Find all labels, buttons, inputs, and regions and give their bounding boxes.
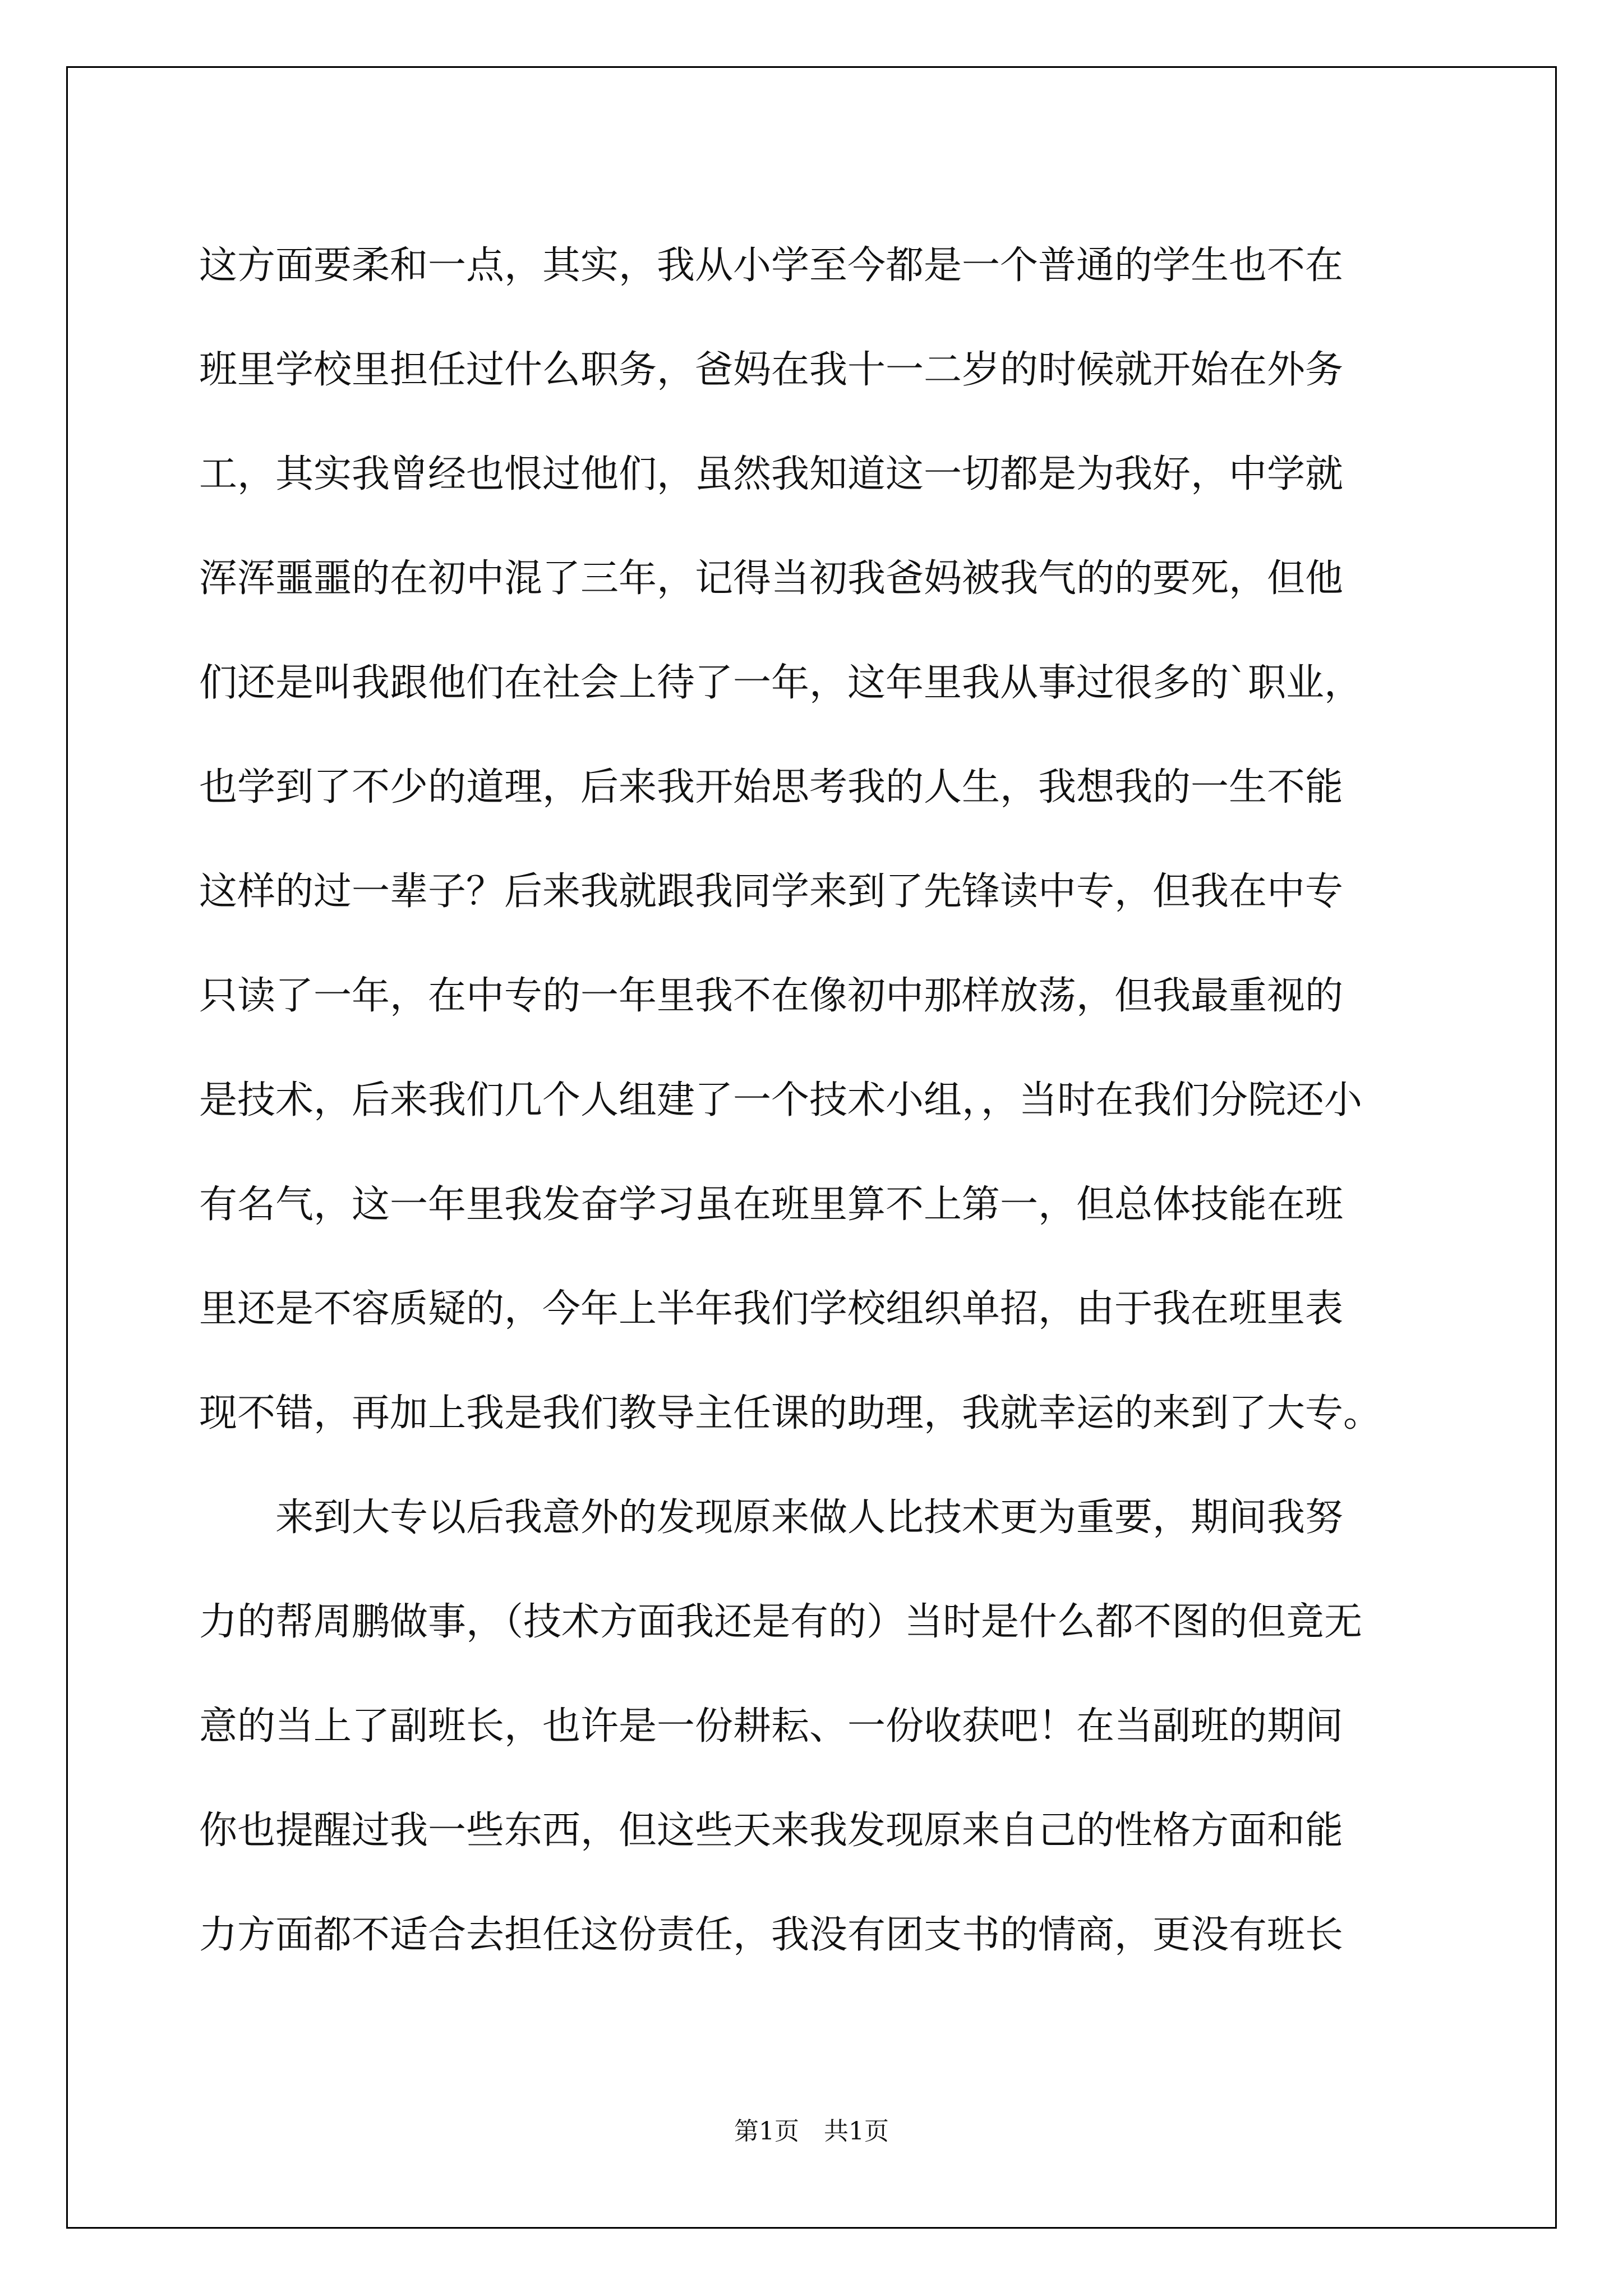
text-line: 力方面都不适合去担任这份责任，我没有团支书的情商，更没有班长 <box>199 1913 1344 1957</box>
text-line: 工，其实我曾经也恨过他们，虽然我知道这一切都是为我好，中学就 <box>199 452 1344 496</box>
text-line: 里还是不容质疑的，今年上半年我们学校组织单招，由于我在班里表 <box>199 1287 1344 1331</box>
page-total: 共1页 <box>824 2117 889 2146</box>
page-footer <box>0 2115 1623 2148</box>
text-line: 只读了一年，在中专的一年里我不在像初中那样放荡，但我最重视的 <box>199 974 1344 1018</box>
text-line: 这样的过一辈子？后来我就跟我同学来到了先锋读中专，但我在中专 <box>199 869 1344 914</box>
text-line: 有名气，这一年里我发奋学习虽在班里算不上第一，但总体技能在班 <box>199 1182 1344 1227</box>
text-line: 班里学校里担任过什么职务，爸妈在我十一二岁的时候就开始在外务 <box>199 348 1344 392</box>
paragraph-start-line: 来到大专以后我意外的发现原来做人比技术更为重要，期间我努 <box>275 1496 1344 1540</box>
text-line: 现不错，再加上我是我们教导主任课的助理，我就幸运的来到了大专。 <box>199 1391 1382 1435</box>
page-number: 第1页 <box>734 2117 799 2146</box>
text-line: 是技术，后来我们几个人组建了一个技术小组，，当时在我们分院还小 <box>199 1078 1363 1122</box>
text-line: 们还是叫我跟他们在社会上待了一年，这年里我从事过很多的`职业， <box>199 661 1363 705</box>
text-line: 力的帮周鹏做事，（技术方面我还是有的）当时是什么都不图的但竟无 <box>199 1600 1363 1644</box>
document-body <box>199 214 1422 1987</box>
text-line: 浑浑噩噩的在初中混了三年，记得当初我爸妈被我气的的要死，但他 <box>199 556 1344 601</box>
text-line: 也学到了不少的道理，后来我开始思考我的人生，我想我的一生不能 <box>199 765 1344 809</box>
text-line: 这方面要柔和一点，其实，我从小学至今都是一个普通的学生也不在 <box>199 243 1344 288</box>
text-line: 意的当上了副班长，也许是一份耕耘、一份收获吧！在当副班的期间 <box>199 1704 1344 1749</box>
text-line: 你也提醒过我一些东西，但这些天来我发现原来自己的性格方面和能 <box>199 1809 1344 1853</box>
